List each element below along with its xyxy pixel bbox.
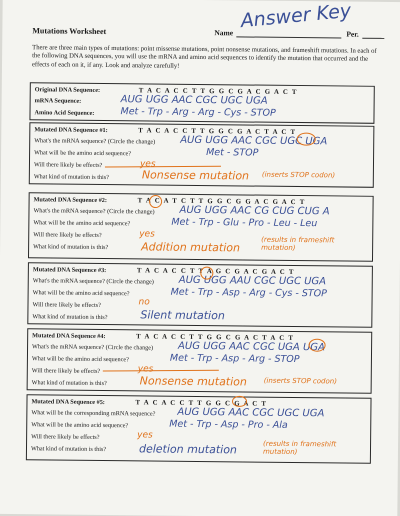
- original-mrna-answer: AUG UGG AAC CGC UGC UGA: [120, 94, 268, 107]
- mutation-2-mrna-answer: AUG UGG AAC CG CUG CUG A: [179, 204, 330, 218]
- mutation-2-mrna-question: What's the mRNA sequence? (Circle the change): [33, 207, 155, 216]
- mutation-1-mrna-answer: AUG UGG AAC CGC UGC UGA: [180, 134, 328, 148]
- mutation-2-aa-answer: Met - Trp - Glu - Pro - Leu - Leu: [171, 216, 318, 230]
- mutation-4-note: (inserts STOP codon): [263, 376, 338, 386]
- mutation-5-mrna-answer: AUG UGG AAC CGC UGC UGA: [177, 406, 325, 420]
- mutation-5-mrna-question: What will be the corresponding mRNA sequence?: [31, 409, 156, 418]
- mutation-1-box: [29, 122, 375, 188]
- mutation-4-aa-question: What will be the amino acid sequence?: [31, 355, 129, 364]
- instructions-paragraph: There are three main types of mutations: point missense mutations, point nonsense mutations, and frameshift mutations. In each of the following DNA sequences, you will use the mRNA and amino acid sequences to identify the mutation that occurred and the effects of each on it, if any. Look and analyze carefully!: [31, 44, 377, 70]
- mutation-5-kind-question: What kind of mutation is this?: [30, 445, 107, 454]
- worksheet-title: Mutations Worksheet: [32, 26, 107, 37]
- original-dna-label: Original DNA Sequence:: [34, 86, 101, 94]
- mutation-2-aa-question: What will be the amino acid sequence?: [33, 219, 131, 228]
- mutation-3-kind-answer: Silent mutation: [140, 308, 225, 323]
- name-label: Name: [214, 28, 234, 38]
- mutation-1-dna: T A C A C C T T G G C G A C T A C T: [138, 127, 297, 137]
- mutation-2-note: (results in frameshift mutation): [261, 235, 335, 252]
- mutation-4-effect-question: Will there likely be effects?: [31, 367, 101, 375]
- mutation-1-effect-question: Will there likely be effects?: [33, 161, 103, 169]
- mutation-3-kind-question: What kind of mutation is this?: [32, 313, 108, 322]
- mutation-3-mrna-question: What's the mRNA sequence? (Circle the change): [32, 277, 154, 286]
- period-line: [362, 38, 384, 39]
- mutation-5-label: Mutated DNA Sequence #5:: [31, 398, 105, 407]
- mutation-1-mrna-question: What's the mRNA sequence? (Circle the change): [34, 137, 156, 146]
- original-amino-acid-answer: Met - Trp - Arg - Arg - Cys - STOP: [120, 106, 276, 119]
- mutation-4-kind-question: What kind of mutation is this?: [31, 379, 107, 388]
- name-line: [236, 36, 341, 38]
- mutation-4-kind-answer: Nonsense mutation: [139, 374, 247, 389]
- mutation-5-effect-question: Will there likely be effects?: [31, 433, 100, 441]
- mutation-5-aa-question: What will be the amino acid sequence?: [31, 421, 129, 430]
- mutation-3-dna: T A C A C C T T A G C G A C G A C T: [136, 267, 295, 276]
- mutation-2-dna: T A C A T C T T G G C G G A C G A C T: [137, 197, 306, 207]
- mutation-3-label: Mutated DNA Sequence #3:: [32, 266, 107, 275]
- mutation-2-box: [28, 192, 374, 262]
- mutation-5-effect-answer: yes: [137, 430, 153, 441]
- mutation-2-effect-question: Will there likely be effects?: [33, 231, 102, 239]
- answer-key-handwriting: Answer Key: [239, 0, 353, 33]
- mutation-4-mrna-answer: AUG UGG AAC CGC UGA UGA: [178, 340, 325, 354]
- mutation-2-effect-answer: yes: [139, 229, 155, 240]
- mutation-2-label: Mutated DNA Sequence #2:: [33, 196, 108, 205]
- mutation-3-aa-question: What will be the amino acid sequence?: [32, 289, 130, 298]
- mutation-4-effect-answer: yes: [137, 364, 154, 375]
- mutation-3-aa-answer: Met - Trp - Asp - Arg - Cys - STOP: [170, 286, 327, 300]
- mutation-5-box: [26, 394, 372, 464]
- mrna-sequence-label: mRNA Sequence:: [34, 97, 82, 105]
- mutation-1-kind-question: What kind of mutation is this?: [33, 173, 109, 182]
- mutation-4-aa-answer: Met - Trp - Asp - Arg - STOP: [169, 352, 300, 366]
- mutation-5-dna: T A C A C C T T G G C G A C T: [135, 399, 268, 408]
- mutation-3-mrna-answer: AUG UGG AAU CGC UGC UGA: [178, 274, 327, 288]
- mutation-1-effect-answer: yes: [139, 159, 156, 170]
- mutation-4-mrna-question: What's the mRNA sequence? (Circle the change): [32, 343, 154, 352]
- mutation-3-effect-question: Will there likely be effects?: [32, 301, 101, 309]
- mutation-4-box: [27, 328, 373, 394]
- mutation-5-kind-answer: deletion mutation: [138, 442, 238, 457]
- mutation-1-label: Mutated DNA Sequence #1:: [34, 126, 108, 135]
- mutation-5-note: (results in frameshift mutation): [262, 439, 337, 457]
- mutation-3-effect-answer: no: [138, 297, 150, 308]
- mutation-1-kind-answer: Nonsense mutation: [141, 168, 250, 183]
- mutation-2-kind-answer: Addition mutation: [141, 240, 241, 255]
- amino-acid-sequence-label: Amino Acid Sequence:: [34, 109, 95, 117]
- original-dna-sequence: T A C A C C T T G G C G A C G A C T: [138, 87, 298, 97]
- mutation-3-box: [27, 262, 373, 328]
- mutation-1-note: (inserts STOP codon): [261, 170, 336, 180]
- mutation-1-aa-answer: Met - STOP: [206, 147, 259, 159]
- original-sequence-box: [29, 82, 374, 124]
- mutation-2-kind-question: What kind of mutation is this?: [33, 243, 109, 252]
- mutation-5-aa-answer: Met - Trp - Asp - Pro - Ala: [169, 418, 288, 431]
- mutation-1-aa-question: What will be the amino acid sequence?: [34, 149, 132, 158]
- mutation-4-label: Mutated DNA Sequence #4:: [32, 332, 106, 341]
- period-label: Per.: [346, 29, 359, 39]
- mutation-4-dna: T A C A C C T T G G C G A C T A C T: [136, 333, 295, 342]
